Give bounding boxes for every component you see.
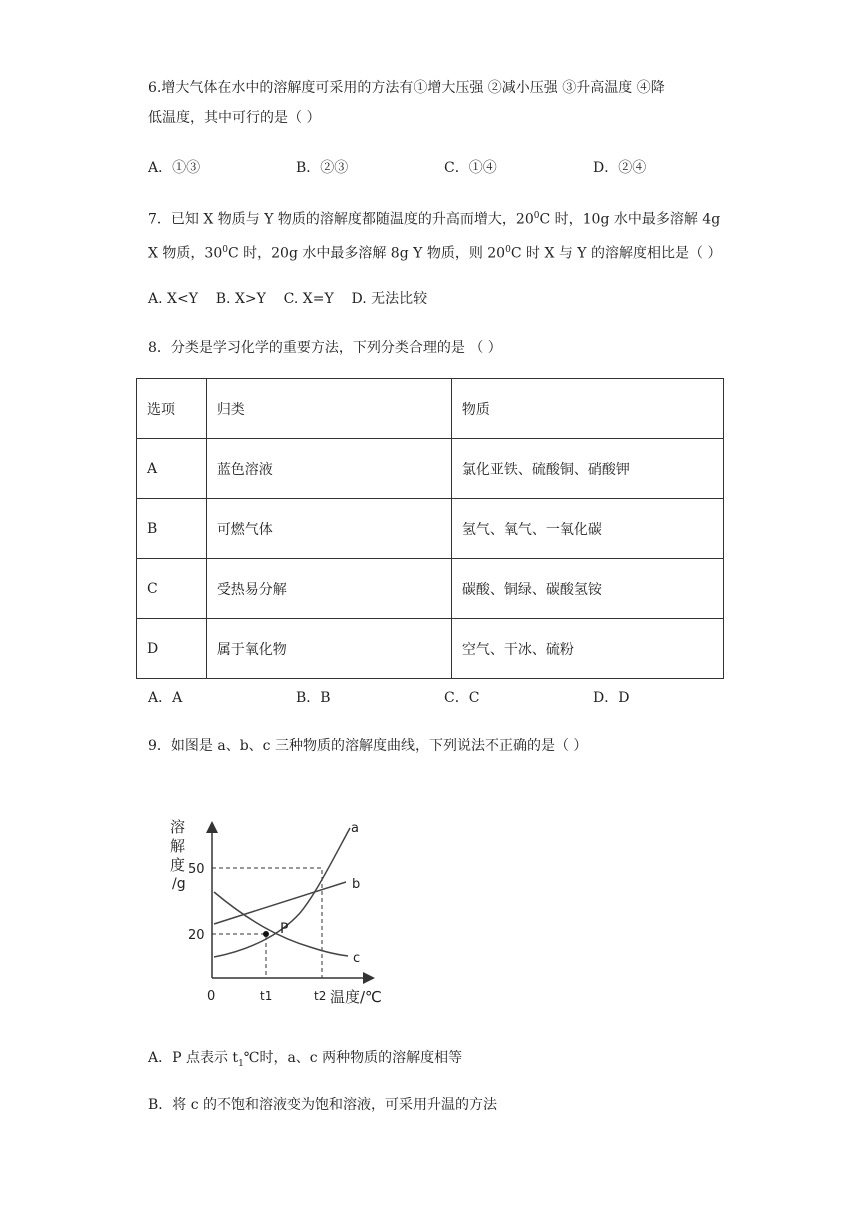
table-cell: B: [137, 499, 207, 559]
table-cell: 碳酸、铜绿、碳酸氢铵: [451, 559, 723, 619]
table-row: [137, 439, 724, 499]
solubility-curve-diagram: [150, 810, 400, 1015]
table-cell: C: [137, 559, 207, 619]
y-tick-label: 20: [188, 928, 205, 943]
curve-a-label: a: [351, 821, 359, 836]
y-tick-label: 50: [188, 862, 205, 877]
q6-option-d: D．②④: [593, 160, 647, 176]
q9-stem: 9．如图是 a、b、c 三种物质的溶解度曲线，下列说法不正确的是（ ）: [148, 738, 588, 754]
curve-b-label: b: [352, 877, 361, 892]
table-cell: 受热易分解: [206, 559, 451, 619]
table-cell: 属于氧化物: [206, 619, 451, 679]
table-cell: 氯化亚铁、硫酸铜、硝酸钾: [451, 439, 723, 499]
y-axis-label-char: 溶: [170, 818, 186, 836]
origin-label: 0: [207, 989, 216, 1004]
y-axis-label-char: 解: [170, 837, 186, 855]
q6-option-c: C．①④: [444, 160, 497, 176]
table-cell: D: [137, 619, 207, 679]
table-cell: 空气、干冰、硫粉: [451, 619, 723, 679]
curve-b: [214, 882, 346, 924]
intersection-point-p: [263, 931, 269, 937]
x-tick-label: t1: [260, 989, 273, 1003]
q8-option-c: C．C: [444, 690, 480, 706]
curve-c-label: c: [353, 951, 361, 966]
q8-option-b: B．B: [296, 690, 331, 706]
curve-a: [214, 828, 350, 957]
table-cell: 氢气、氧气、一氧化碳: [451, 499, 723, 559]
table-row: [137, 559, 724, 619]
table-header-row: [137, 379, 724, 439]
q8-option-d: D．D: [593, 690, 630, 706]
q9-option-b: B．将 c 的不饱和溶液变为饱和溶液，可采用升温的方法: [148, 1097, 498, 1113]
q6-stem-line1: 6.增大气体在水中的溶解度可采用的方法有①增大压强 ②减小压强 ③升高温度 ④降: [148, 80, 665, 96]
q6-option-b: B．②③: [296, 160, 349, 176]
table-header-cell: 物质: [451, 379, 723, 439]
table-cell: A: [137, 439, 207, 499]
table-cell: 可燃气体: [206, 499, 451, 559]
q7-stem-line1: 7．已知 X 物质与 Y 物质的溶解度都随温度的升高而增大，$20^0C$ 时，10g 水中最多溶解 4g: [148, 211, 721, 228]
point-p-label: P: [280, 921, 289, 937]
q8-option-a: A．A: [148, 690, 183, 706]
classification-table: [136, 378, 724, 679]
table-header-cell: 选项: [137, 379, 207, 439]
table-header-cell: 归类: [206, 379, 451, 439]
q6-option-a: A．①③: [148, 160, 201, 176]
table-row: [137, 499, 724, 559]
q9-option-a: A．P 点表示 $t_1℃$时，a、c 两种物质的溶解度相等: [148, 1050, 463, 1069]
y-axis-label-char: 度: [170, 856, 186, 874]
table-row: [137, 619, 724, 679]
x-axis-label: 温度/℃: [330, 988, 382, 1006]
t2-guide-dashed: [212, 868, 322, 978]
q7-options: A. X<Y B. X>Y C. X=Y D. 无法比较: [148, 291, 428, 307]
table-cell: 蓝色溶液: [206, 439, 451, 499]
q8-stem: 8．分类是学习化学的重要方法，下列分类合理的是 （ ）: [148, 340, 502, 356]
y-axis-label-unit: /g: [172, 876, 186, 892]
q7-stem-line2: X 物质，$30^0C$ 时，20g 水中最多溶解 8g Y 物质，则 $20^0C$ 时 X 与 Y 的溶解度相比是（ ）: [148, 245, 722, 262]
x-tick-label: t2: [314, 989, 327, 1003]
q6-stem-line2: 低温度，其中可行的是（ ）: [148, 110, 321, 126]
